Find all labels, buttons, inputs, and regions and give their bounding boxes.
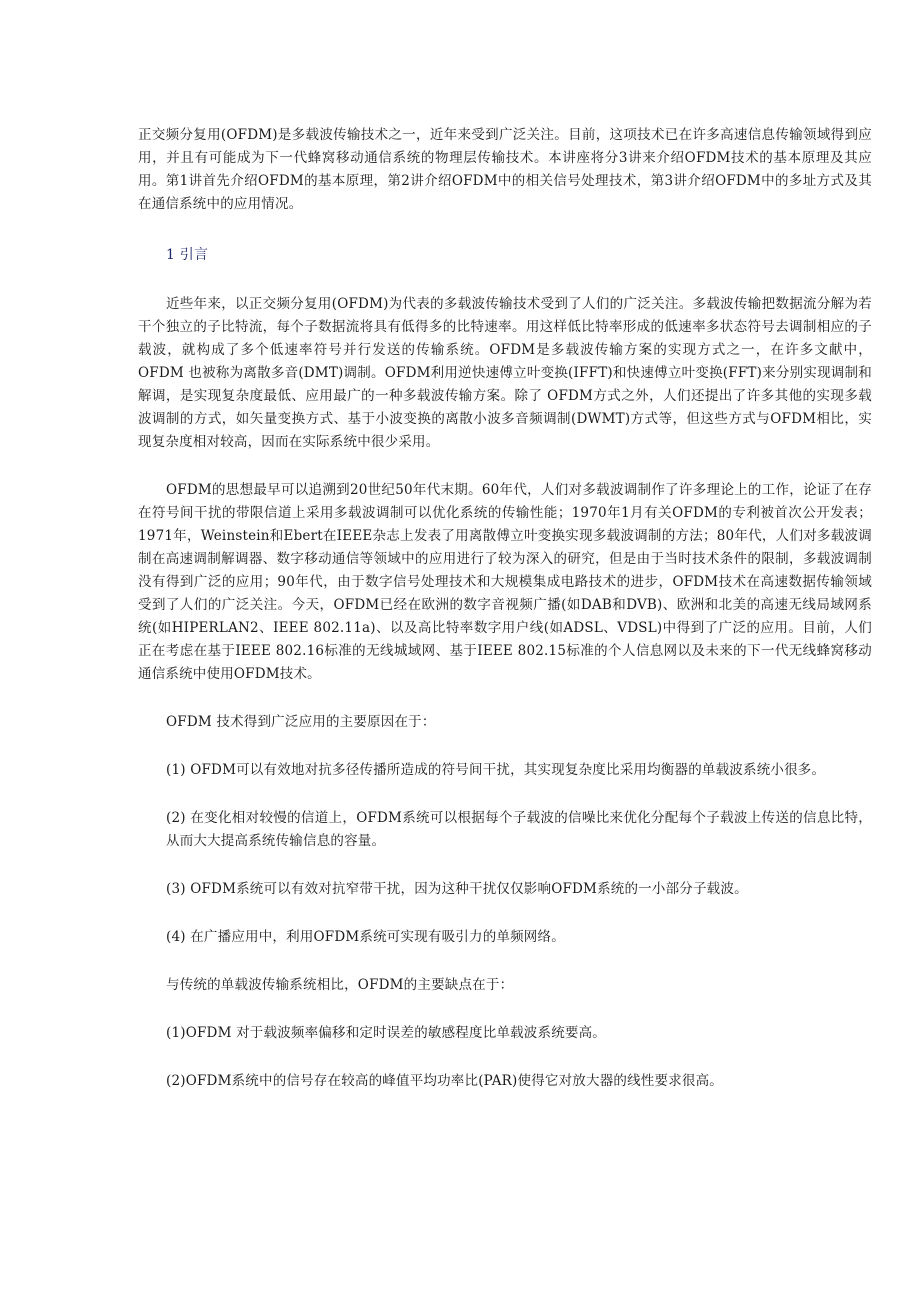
reason-item: (3) OFDM系统可以有效对抗窄带干扰，因为这种干扰仅仅影响OFDM系统的一小部分子载波。: [166, 881, 748, 897]
drawback-item: (2)OFDM系统中的信号存在较高的峰值平均功率比(PAR)使得它对放大器的线性要求很高。: [166, 1073, 723, 1089]
reason-item: (2) 在变化相对较慢的信道上，OFDM系统可以根据每个子载波的信噪比来优化分配每个子载波上传送的信息比特，从而大大提高系统传输信息的容量。: [166, 810, 872, 849]
intro-paragraph: 正交频分复用(OFDM)是多载波传输技术之一，近年来受到广泛关注。目前，这项技术已在许多高速信息传输领域得到应用，并且有可能成为下一代蜂窝移动通信系统的物理层传输技术。本讲座将分3讲来介绍OFDM技术的基本原理及其应用。第1讲首先介绍OFDM的基本原理，第2讲介绍OFDM中的相关信号处理技术，第3讲介绍OFDM中的多址方式及其在通信系统中的应用情况。: [138, 127, 872, 212]
document-page: [138, 124, 872, 1118]
reasons-intro: OFDM 技术得到广泛应用的主要原因在于：: [166, 714, 436, 730]
reason-item: (4) 在广播应用中，利用OFDM系统可实现有吸引力的单频网络。: [166, 929, 565, 945]
reason-item: (1) OFDM可以有效地对抗多径传播所造成的符号间干扰，其实现复杂度比采用均衡器的单载波系统小很多。: [166, 762, 826, 778]
drawbacks-intro: 与传统的单载波传输系统相比，OFDM的主要缺点在于：: [166, 977, 514, 993]
body-paragraph-1: 近些年来，以正交频分复用(OFDM)为代表的多载波传输技术受到了人们的广泛关注。多载波传输把数据流分解为若干个独立的子比特流，每个子数据流将具有低得多的比特速率。用这样低比特率形成的低速率多状态符号去调制相应的子载波，就构成了多个低速率符号并行发送的传输系统。OFDM是多载波传输方案的实现方式之一，在许多文献中，OFDM 也被称为离散多音(DMT)调制。OFDM利用逆快速傅立叶变换(IFFT)和快速傅立叶变换(FFT)来分别实现调制和解调，是实现复杂度最低、应用最广的一种多载波传输方案。除了 OFDM方式之外，人们还提出了许多其他的实现多载波调制的方式，如矢量变换方式、基于小波变换的离散小波多音频调制(DWMT)方式等，但这些方式与OFDM相比，实现复杂度相对较高，因而在实际系统中很少采用。: [138, 296, 872, 450]
body-paragraph-2: OFDM的思想最早可以追溯到20世纪50年代末期。60年代，人们对多载波调制作了许多理论上的工作，论证了在存在符号间干扰的带限信道上采用多载波调制可以优化系统的传输性能；1970年1月有关OFDM的专利被首次公开发表；1971年，Weinstein和Ebert在IEEE杂志上发表了用离散傅立叶变换实现多载波调制的方法；80年代，人们对多载波调制在高速调制解调器、数字移动通信等领域中的应用进行了较为深入的研究，但是由于当时技术条件的限制，多载波调制没有得到广泛的应用；90年代，由于数字信号处理技术和大规模集成电路技术的进步，OFDM技术在高速数据传输领域受到了人们的广泛关注。今天，OFDM已经在欧洲的数字音视频广播(如DAB和DVB)、欧洲和北美的高速无线局域网系统(如HIPERLAN2、IEEE 802.11a)、以及高比特率数字用户线(如ADSL、VDSL)中得到了广泛的应用。目前，人们正在考虑在基于IEEE 802.16标准的无线城域网、基于IEEE 802.15标准的个人信息网以及未来的下一代无线蜂窝移动通信系统中使用OFDM技术。: [138, 482, 872, 682]
drawback-item: (1)OFDM 对于载波频率偏移和定时误差的敏感程度比单载波系统要高。: [166, 1025, 606, 1041]
section-heading: 1 引言: [166, 247, 209, 263]
